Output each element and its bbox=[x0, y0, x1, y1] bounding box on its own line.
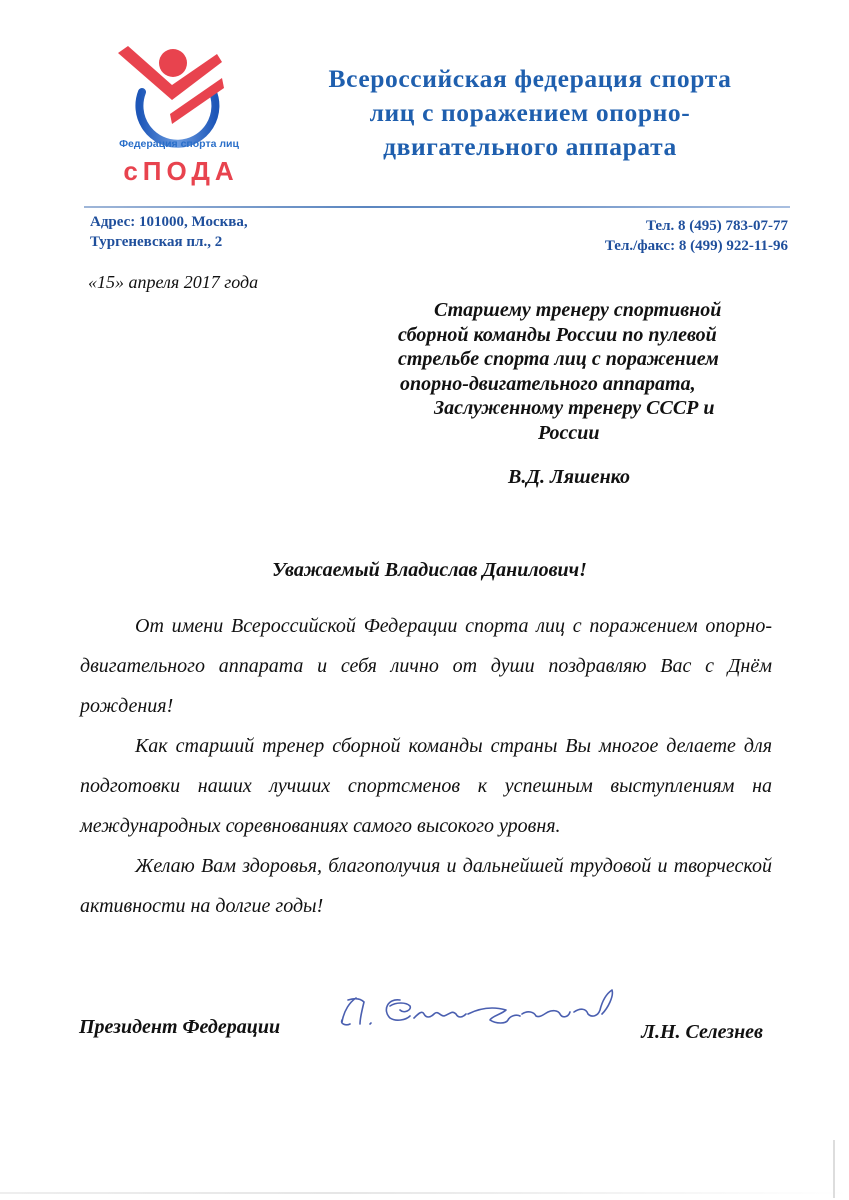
organization-title-line: двигательного аппарата bbox=[383, 132, 677, 161]
recipient-line: Старшему тренеру спортивной bbox=[434, 299, 722, 321]
phone-line: Тел. 8 (495) 783-07-77 bbox=[646, 218, 788, 234]
handwritten-signature-icon bbox=[330, 980, 620, 1040]
recipient-line: Заслуженному тренеру СССР и bbox=[434, 397, 715, 419]
letter-date: «15» апреля 2017 года bbox=[88, 272, 259, 292]
body-paragraph: От имени Всероссийской Федерации спорта лиц с поражением опорно-двигательного аппарата и себя лично от души поздравляю Вас с Днём рождения! bbox=[80, 615, 772, 717]
recipient-line: России bbox=[538, 421, 600, 444]
address-line: Адрес: 101000, Москва, bbox=[90, 214, 248, 230]
organization-title-line: лиц с поражением опорно- bbox=[369, 98, 691, 127]
recipient-line: опорно-двигательного аппарата, bbox=[400, 372, 696, 395]
header-divider bbox=[84, 206, 790, 208]
logo-caption: Федерация спорта лиц bbox=[119, 138, 239, 150]
recipient-name: В.Д. Ляшенко bbox=[508, 466, 631, 488]
salutation: Уважаемый Владислав Данилович! bbox=[272, 559, 587, 581]
logo-wordmark: сПОДА bbox=[123, 156, 239, 186]
address-line: Тургеневская пл., 2 bbox=[90, 234, 223, 250]
recipient-block bbox=[398, 298, 768, 445]
scan-edge-shadow bbox=[833, 1140, 835, 1198]
letter-body bbox=[80, 606, 772, 926]
organization-title-line: Всероссийская федерация спорта bbox=[328, 64, 732, 93]
organization-title bbox=[270, 62, 790, 164]
phone-block bbox=[605, 216, 788, 256]
signer-name: Л.Н. Селезнев bbox=[641, 1021, 763, 1043]
fax-line: Тел./факс: 8 (499) 922-11-96 bbox=[604, 238, 788, 254]
body-paragraph: Как старший тренер сборной команды страны Вы многое делаете для подготовки наших лучших спортсменов к успешным выступлениям на международных соревнованиях самого высокого уровня. bbox=[80, 735, 772, 837]
body-paragraph: Желаю Вам здоровья, благополучия и дальнейшей трудовой и творческой активности на долгие годы! bbox=[80, 855, 772, 917]
address-block bbox=[90, 212, 248, 252]
recipient-line: стрельбе спорта лиц с поражением bbox=[398, 348, 719, 370]
signer-title: Президент Федерации bbox=[79, 1016, 281, 1038]
scan-edge-shadow bbox=[0, 1192, 849, 1194]
recipient-line: сборной команды России по пулевой bbox=[398, 323, 717, 346]
